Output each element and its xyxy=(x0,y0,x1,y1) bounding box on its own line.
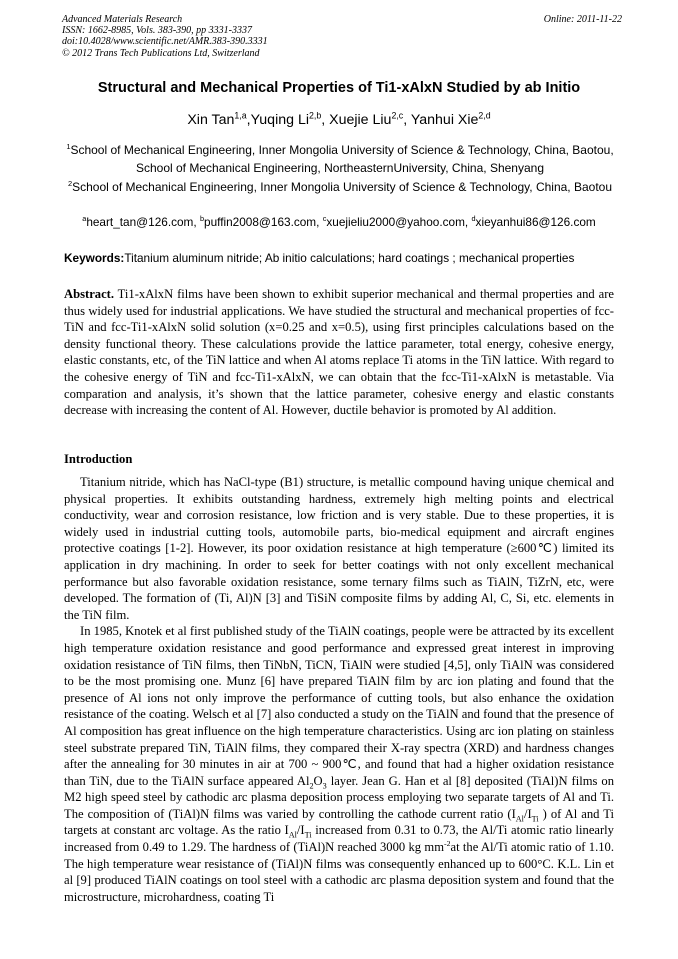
paper-title: Structural and Mechanical Properties of Ti1-xAlxN Studied by ab Initio xyxy=(97,80,581,96)
paragraph-text: increased from 0.31 to 0.73, the Al/Ti atomic ratio linearly increased from 0.49 to 1.29. The hardness of (TiAl)N reached 3000 kg mm xyxy=(64,823,614,855)
journal-name: Advanced Materials Research xyxy=(62,14,183,25)
keywords-label: Keywords: xyxy=(64,251,125,265)
affiliation-number: 2 xyxy=(67,179,73,188)
author-name: Yanhui Xie xyxy=(410,112,479,128)
paragraph-text: Titanium nitride, which has NaCl-type (B1) structure, is metallic compound having unique chemical and physical properties. It exhibits outstanding hardness, extremely high melting points and electrical conductivity, wear and corrosion resistance, low friction and is very stable. Due to these properties, it is widely used in industrial cutting tools, automobile parts, bio-medical equipment and aircraft engines protective coatings [1-2]. However, its poor oxidation resistance at high temperature (≥600℃) limited its application in dry machining. In order to seek for better coatings with not only excellent mechanical performance but also favorable oxidation resistance, some ternary films such as TiAlN, TiZrN, etc, were developed. The formation of (Ti, Al)N [3] and TiSiN composite films by adding Al, C, Si, etc. elements in the TiN film. xyxy=(64,475,614,622)
issn-line: ISSN: 1662-8985, Vols. 383-390, pp 3331-3337 xyxy=(62,25,252,37)
copyright-line: © 2012 Trans Tech Publications Ltd, Switzerland xyxy=(62,47,260,59)
online-date: Online: 2011-11-22 xyxy=(543,14,622,25)
affiliation-text: School of Mechanical Engineering, Inner Mongolia University of Science & Technology, China, Baotou xyxy=(72,180,612,194)
author-list: Xin Tan$^{1,a}$,Yuqing Li$^{2,b}$, Xuejie Liu$^{2,c}$, Yanhui Xie$^{2,d}$ xyxy=(187,110,491,128)
current-ratio: $I_{Al}/I_{Ti}$ xyxy=(511,806,539,824)
paragraph-text: In 1985, Knotek et al first published study of the TiAlN coatings, people were be attracted by its excellent high temperature oxidation resistance and good performance and expressed great interest in improving oxidation resistance of TiN films, then TiNbN, TiCN, TiAlN were studied [4,5], only TiAlN was considered to be the most promising one. Munz [6] have prepared TiAlN film by arc ion plating and found that the presence of Al ions not only improve the performance of cutting tools, but also enhance the oxidation resistance of the coating. Welsch et al [7] also conducted a study on the TiAlN and found that the presence of Al composition has great influence on the high temperature characteristics. Using arc ion plating on stainless steel substrate prepared TiN, TiAlN films, they compared their X-ray spectra (XRD) and hardness changes after the annealing for 30 minutes in air at 700 ~ 900℃, and found that had a higher oxidation resistance than TiN, due to the TiAlN surface appeared xyxy=(64,624,614,788)
email-mark: c xyxy=(322,214,327,224)
affiliation-1 xyxy=(64,141,616,177)
author-affiliation-mark: 2,d xyxy=(478,110,491,121)
paragraph-text: layer. Jean G. Han et al [8] deposited (TiAl)N films on M2 high speed steel by cathodic arc plasma deposition process employing two separate targets of Al and Ti. The composition of (TiAl)N films was varied by controlling the cathode current ratio ( xyxy=(64,773,614,821)
email-mark: b xyxy=(199,214,205,224)
author-name: Yuqing Li xyxy=(250,112,309,128)
section-heading-introduction: Introduction xyxy=(64,452,133,466)
abstract xyxy=(64,286,614,419)
affiliation-number: 1 xyxy=(66,142,71,151)
introduction-body xyxy=(64,474,614,905)
paragraph-text: ) of Al and Ti targets at constant arc voltage. As the ratio xyxy=(64,806,614,838)
unit-exponent: -2 xyxy=(444,838,451,848)
doi-line: doi:10.4028/www.scientific.net/AMR.383-390.3331 xyxy=(62,36,268,48)
email-address: puffin2008@163.com xyxy=(204,215,317,229)
author-name: Xuejie Liu xyxy=(329,112,392,128)
keywords-text: Titanium aluminum nitride; Ab initio calculations; hard coatings ; mechanical properties xyxy=(124,251,575,265)
email-address: xuejieliu2000@yahoo.com xyxy=(326,215,465,229)
chem-formula: $Al_2O_3$ xyxy=(296,773,327,791)
journal-header xyxy=(62,14,622,59)
author-name: Xin Tan xyxy=(187,112,235,128)
affiliation-text: School of Mechanical Engineering, Inner Mongolia University of Science & Technology, China, Baotou, School of Mechanical Engineering, NortheasternUniversity, China, Shenyang xyxy=(70,143,614,175)
affiliation-2 xyxy=(64,178,616,196)
email-mark: a xyxy=(82,214,87,224)
abstract-text: Ti1-xAlxN films have been shown to exhibit superior mechanical and thermal properties and are thus widely used for industrial applications. We have studied the structural and mechanical properties of fcc-TiN and fcc-Ti1-xAlxN solid solution (x=0.25 and x=0.5), using first principles calculations based on the density functional theory. These calculations provide the lattice parameter, total energy, cohesive energy, elastic constants, etc, of the TiN lattice and when Al atoms replace Ti atoms in the TiN lattice. With regard to the cohesive energy of TiN and fcc-Ti1-xAlxN, we can obtain that the fcc-Ti1-xAlxN is metastable. Via comparation and analysis, it’s shown that the lattice parameter, cohesive energy and elastic constants decrease with increasing the content of Al. However, ductile behavior is promoted by Al addition. xyxy=(64,287,614,418)
paragraph-text: at the Al/Ti atomic ratio of 1.10. The high temperature wear resistance of (TiAl)N films was consequently enhanced up to 600°C. K.L. Lin et al [9] produced TiAlN coatings on tool steel with a cathodic arc plasma deposition system and found that the microstructure, microhardness, coating Ti xyxy=(64,840,614,904)
paragraph xyxy=(64,474,614,623)
email-list: $^a$heart_tan@126.com, $^b$puffin2008@163.com, $^c$xuejieliu2000@yahoo.com, $^d$xieyanhui86@126.com xyxy=(82,214,596,229)
email-address: heart_tan@126.com xyxy=(86,215,194,229)
author-affiliation-mark: 2,c xyxy=(391,110,404,121)
author-affiliation-mark: 1,a xyxy=(234,110,247,121)
email-address: xieyanhui86@126.com xyxy=(475,215,596,229)
abstract-label: Abstract. xyxy=(64,287,115,301)
paragraph xyxy=(64,623,614,905)
email-mark: d xyxy=(471,214,476,224)
keywords xyxy=(64,251,624,265)
current-ratio: $I_{Al}/I_{Ti}$ xyxy=(284,823,312,840)
author-affiliation-mark: 2,b xyxy=(309,110,322,121)
